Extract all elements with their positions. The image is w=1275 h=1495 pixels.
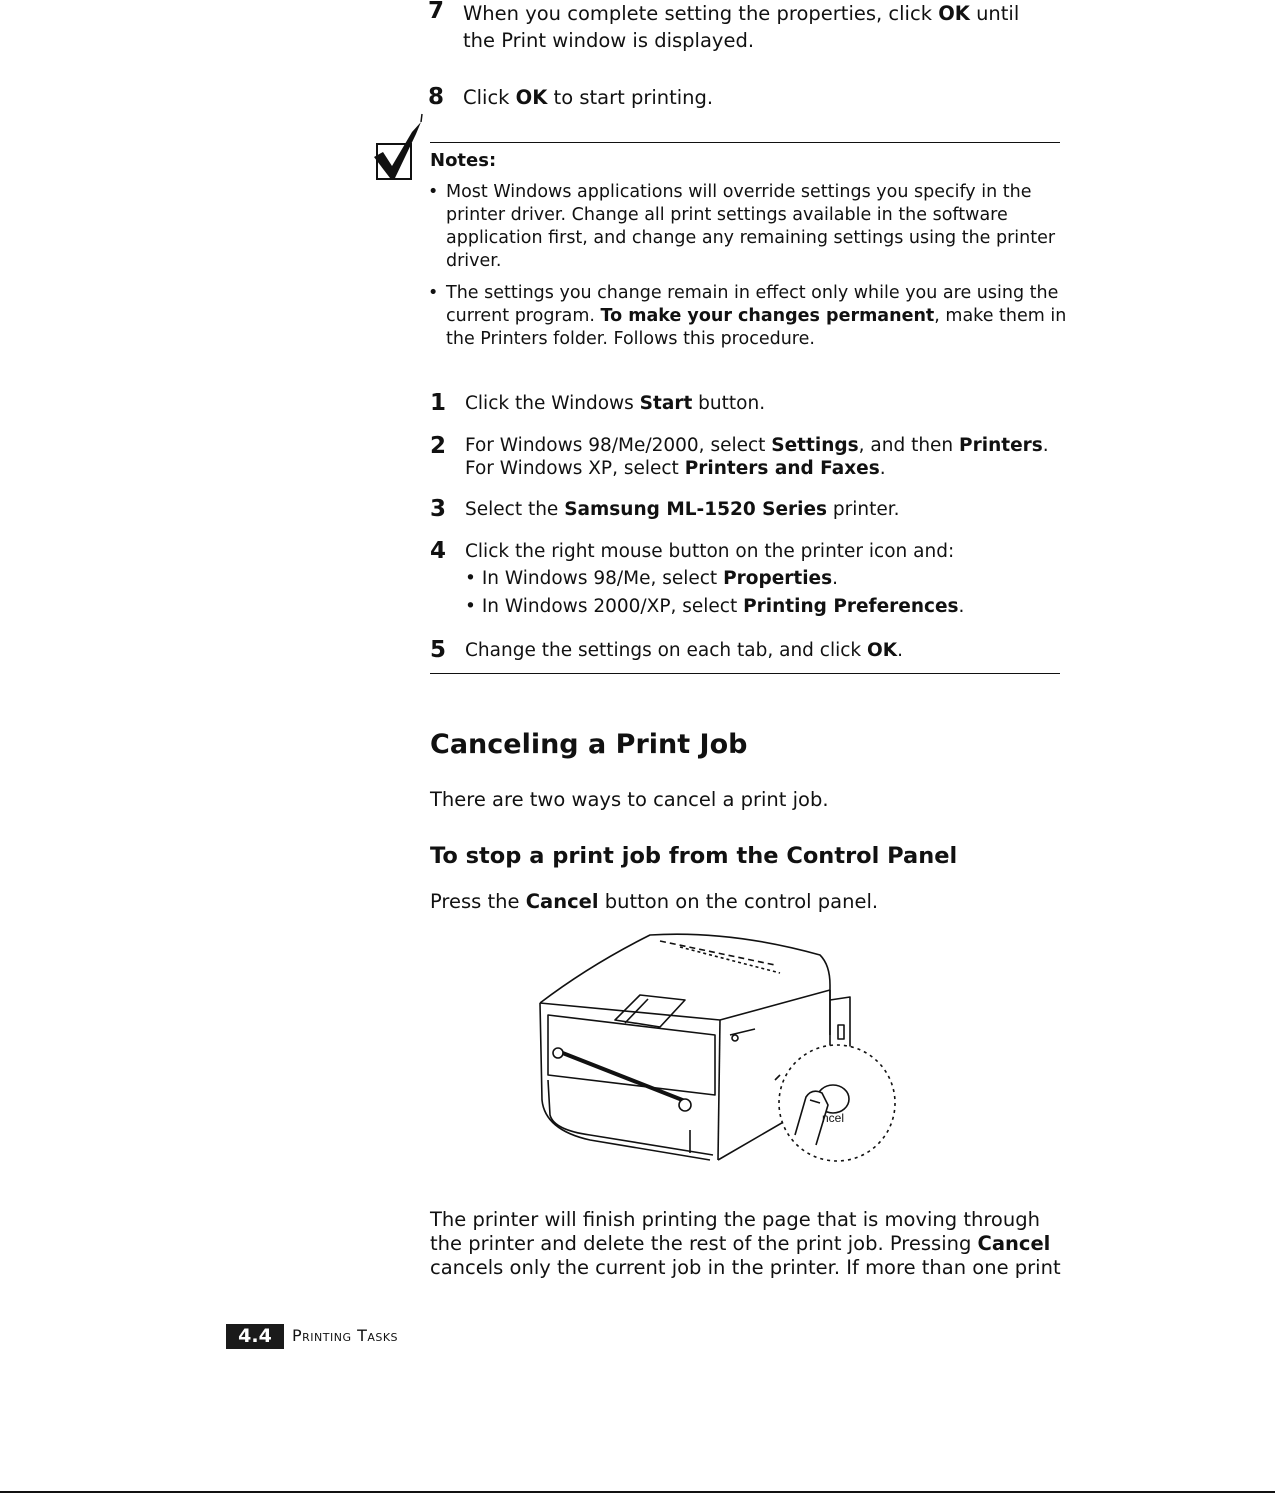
- notes-bottom-rule: [430, 673, 1060, 674]
- notes-top-rule: [430, 142, 1060, 143]
- step-number-5: 5: [430, 637, 447, 663]
- note-item-1: • Most Windows applications will override settings you specify in the printer driver. Change all print settings available in the software application first, and change any remaining settings using the printer driver.: [428, 182, 1056, 271]
- step-1-text: Click the Windows Start button.: [465, 393, 766, 414]
- step-2-text: For Windows 98/Me/2000, select Settings, and then Printers. For Windows XP, select Printers and Faxes.: [465, 435, 1049, 479]
- notes-heading: Notes:: [430, 150, 497, 171]
- cancel-button-label: ncel: [822, 1111, 845, 1125]
- footer-section-name: Printing Tasks: [292, 1326, 399, 1345]
- page-bottom-rule: [0, 1491, 1275, 1493]
- step-number-3: 3: [430, 496, 447, 522]
- closing-paragraph: The printer will finish printing the page that is moving through the printer and delete the rest of the print job. Pressing Cancel cancels only the current job in the printer. If more than one print: [430, 1208, 1061, 1279]
- step-4-sub-1: • In Windows 98/Me, select Properties.: [465, 568, 839, 589]
- step-8-text: Click OK to start printing.: [463, 86, 714, 109]
- step-3-text: Select the Samsung ML-1520 Series printer.: [465, 499, 900, 520]
- section-title: Canceling a Print Job: [430, 729, 748, 760]
- step-number-2: 2: [430, 433, 447, 459]
- step-number-4: 4: [430, 538, 447, 564]
- step-number-1: 1: [430, 390, 447, 416]
- step-4-text: Click the right mouse button on the printer icon and:: [465, 541, 955, 562]
- page-number-badge: 4.4: [226, 1324, 284, 1349]
- checkmark-icon: [366, 112, 428, 182]
- press-cancel-instruction: Press the Cancel button on the control panel.: [430, 890, 879, 913]
- printer-illustration: [530, 925, 900, 1180]
- step-number-7: 7: [428, 0, 445, 24]
- note-item-2: • The settings you change remain in effect only while you are using the current program. To make your changes permanent, make them in the Printers folder. Follows this procedure.: [428, 283, 1067, 349]
- subsection-heading: To stop a print job from the Control Panel: [430, 843, 958, 869]
- step-4-sub-2: • In Windows 2000/XP, select Printing Preferences.: [465, 596, 965, 617]
- step-7-text: When you complete setting the properties, click OK until the Print window is displayed.: [463, 2, 1020, 52]
- step-number-8: 8: [428, 84, 445, 110]
- section-intro: There are two ways to cancel a print job.: [430, 788, 829, 811]
- step-5-text: Change the settings on each tab, and click OK.: [465, 640, 903, 661]
